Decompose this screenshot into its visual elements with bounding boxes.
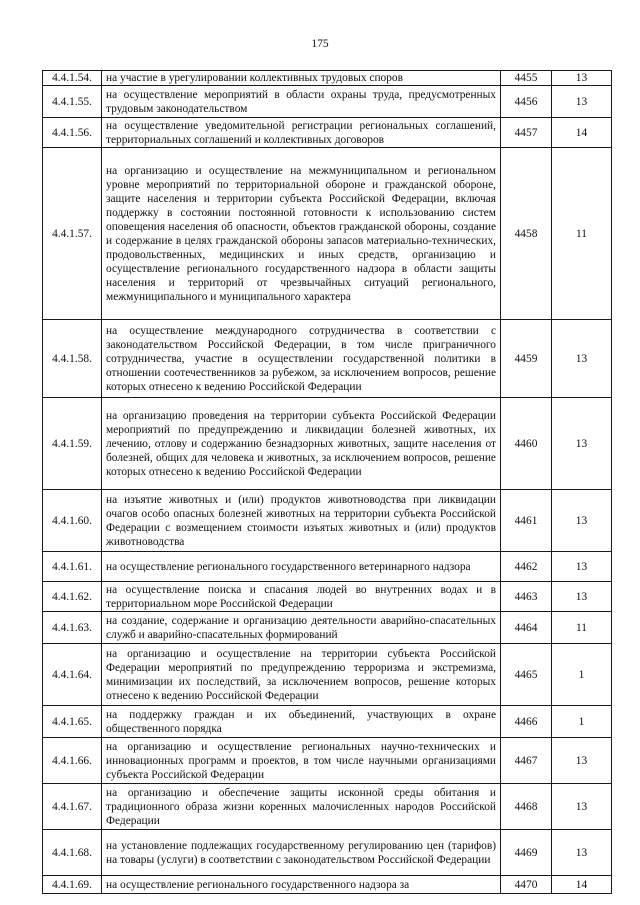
table-row: [43, 552, 612, 582]
row-group: 14: [552, 118, 612, 148]
table-row: [43, 738, 612, 784]
row-description: на организацию и осуществление на межмуниципальном и региональном уровне мероприятий по территориальной обороне и гражданской обороне, защите населения и территории субъекта Российской Федерации, включая поддержку в состоянии постоянной готовности к использованию систем оповещения населения об опасности, объектов гражданской обороны, создание и содержание в целях гражданской обороны запасов материально-технических, продовольственных, медицинских и иных средств, организацию и осуществление регионального государственного надзора в области защиты населения и территорий от чрезвычайных ситуаций регионального, межмуниципального и муниципального характера: [102, 148, 501, 320]
table-row: [43, 830, 612, 876]
row-number: 4457: [501, 118, 552, 148]
row-number: 4459: [501, 320, 552, 398]
row-code: 4.4.1.55.: [43, 86, 102, 118]
row-description: на участие в урегулировании коллективных трудовых споров: [102, 71, 501, 86]
row-description: на организацию и осуществление на территории субъекта Российской Федерации мероприятий по предупреждению терроризма и экстремизма, минимизации их последствий, за исключением вопросов, решение которых отнесено к ведению Российской Федерации: [102, 644, 501, 706]
row-code: 4.4.1.65.: [43, 706, 102, 738]
row-number: 4465: [501, 644, 552, 706]
row-number: 4470: [501, 876, 552, 894]
table-row: [43, 71, 612, 86]
row-code: 4.4.1.57.: [43, 148, 102, 320]
row-number: 4456: [501, 86, 552, 118]
row-code: 4.4.1.54.: [43, 71, 102, 86]
row-description: на создание, содержание и организацию деятельности аварийно-спасательных служб и аварийно-спасательных формирований: [102, 612, 501, 644]
row-description: на организацию проведения на территории субъекта Российской Федерации мероприятий по предупреждению и ликвидации болезней животных, их лечению, отлову и содержанию безнадзорных животных, защите населения от болезней, общих для человека и животных, за исключением вопросов, решение которых отнесено к ведению Российской Федерации: [102, 398, 501, 490]
row-number: 4463: [501, 582, 552, 612]
row-number: 4461: [501, 490, 552, 552]
row-code: 4.4.1.60.: [43, 490, 102, 552]
row-code: 4.4.1.63.: [43, 612, 102, 644]
row-description: на поддержку граждан и их объединений, участвующих в охране общественного порядка: [102, 706, 501, 738]
row-code: 4.4.1.64.: [43, 644, 102, 706]
table-row: [43, 612, 612, 644]
codes-table: [42, 70, 612, 894]
row-description: на организацию и обеспечение защиты исконной среды обитания и традиционного образа жизни коренных малочисленных народов Российской Федерации: [102, 784, 501, 830]
row-number: 4455: [501, 71, 552, 86]
row-code: 4.4.1.68.: [43, 830, 102, 876]
row-description: на организацию и осуществление региональных научно-технических и инновационных программ и проектов, в том числе научными организациями субъекта Российской Федерации: [102, 738, 501, 784]
table-row: [43, 320, 612, 398]
row-number: 4469: [501, 830, 552, 876]
table-row: [43, 490, 612, 552]
row-group: 13: [552, 738, 612, 784]
row-number: 4464: [501, 612, 552, 644]
row-description: на осуществление регионального государственного надзора за: [102, 876, 501, 894]
row-code: 4.4.1.69.: [43, 876, 102, 894]
row-description: на осуществление регионального государственного ветеринарного надзора: [102, 552, 501, 582]
row-group: 13: [552, 784, 612, 830]
page-number: 175: [311, 38, 329, 50]
row-group: 13: [552, 490, 612, 552]
table-row: [43, 784, 612, 830]
row-number: 4466: [501, 706, 552, 738]
row-group: 13: [552, 398, 612, 490]
row-description: на установление подлежащих государственному регулированию цен (тарифов) на товары (услуги) в соответствии с законодательством Российской Федерации: [102, 830, 501, 876]
row-description: на осуществление уведомительной регистрации региональных соглашений, территориальных соглашений и коллективных договоров: [102, 118, 501, 148]
table-row: [43, 706, 612, 738]
row-group: 11: [552, 612, 612, 644]
row-code: 4.4.1.56.: [43, 118, 102, 148]
table-row: [43, 118, 612, 148]
row-group: 14: [552, 876, 612, 894]
row-number: 4467: [501, 738, 552, 784]
row-description: на осуществление мероприятий в области охраны труда, предусмотренных трудовым законодательством: [102, 86, 501, 118]
table-row: [43, 582, 612, 612]
row-group: 13: [552, 320, 612, 398]
row-group: 13: [552, 71, 612, 86]
row-description: на осуществление международного сотрудничества в соответствии с законодательством Российской Федерации, в том числе приграничного сотрудничества, участие в осуществлении государственной политики в отношении соотечественников за рубежом, за исключением вопросов, решение которых отнесено к ведению Российской Федерации: [102, 320, 501, 398]
row-code: 4.4.1.59.: [43, 398, 102, 490]
row-group: 1: [552, 644, 612, 706]
row-group: 13: [552, 86, 612, 118]
row-group: 13: [552, 582, 612, 612]
row-code: 4.4.1.61.: [43, 552, 102, 582]
table-row: [43, 876, 612, 894]
row-code: 4.4.1.62.: [43, 582, 102, 612]
table-row: [43, 86, 612, 118]
row-number: 4460: [501, 398, 552, 490]
row-group: 1: [552, 706, 612, 738]
row-code: 4.4.1.67.: [43, 784, 102, 830]
row-number: 4462: [501, 552, 552, 582]
row-number: 4468: [501, 784, 552, 830]
table-row: [43, 644, 612, 706]
row-description: на осуществление поиска и спасания людей во внутренних водах и в территориальном море Российской Федерации: [102, 582, 501, 612]
row-number: 4458: [501, 148, 552, 320]
row-code: 4.4.1.58.: [43, 320, 102, 398]
row-code: 4.4.1.66.: [43, 738, 102, 784]
row-group: 11: [552, 148, 612, 320]
row-group: 13: [552, 830, 612, 876]
table-body: [43, 71, 612, 894]
row-group: 13: [552, 552, 612, 582]
table-row: [43, 398, 612, 490]
row-description: на изъятие животных и (или) продуктов животноводства при ликвидации очагов особо опасных болезней животных на территории субъекта Российской Федерации с возмещением стоимости изъятых животных и (или) продуктов животноводства: [102, 490, 501, 552]
table-row: [43, 148, 612, 320]
